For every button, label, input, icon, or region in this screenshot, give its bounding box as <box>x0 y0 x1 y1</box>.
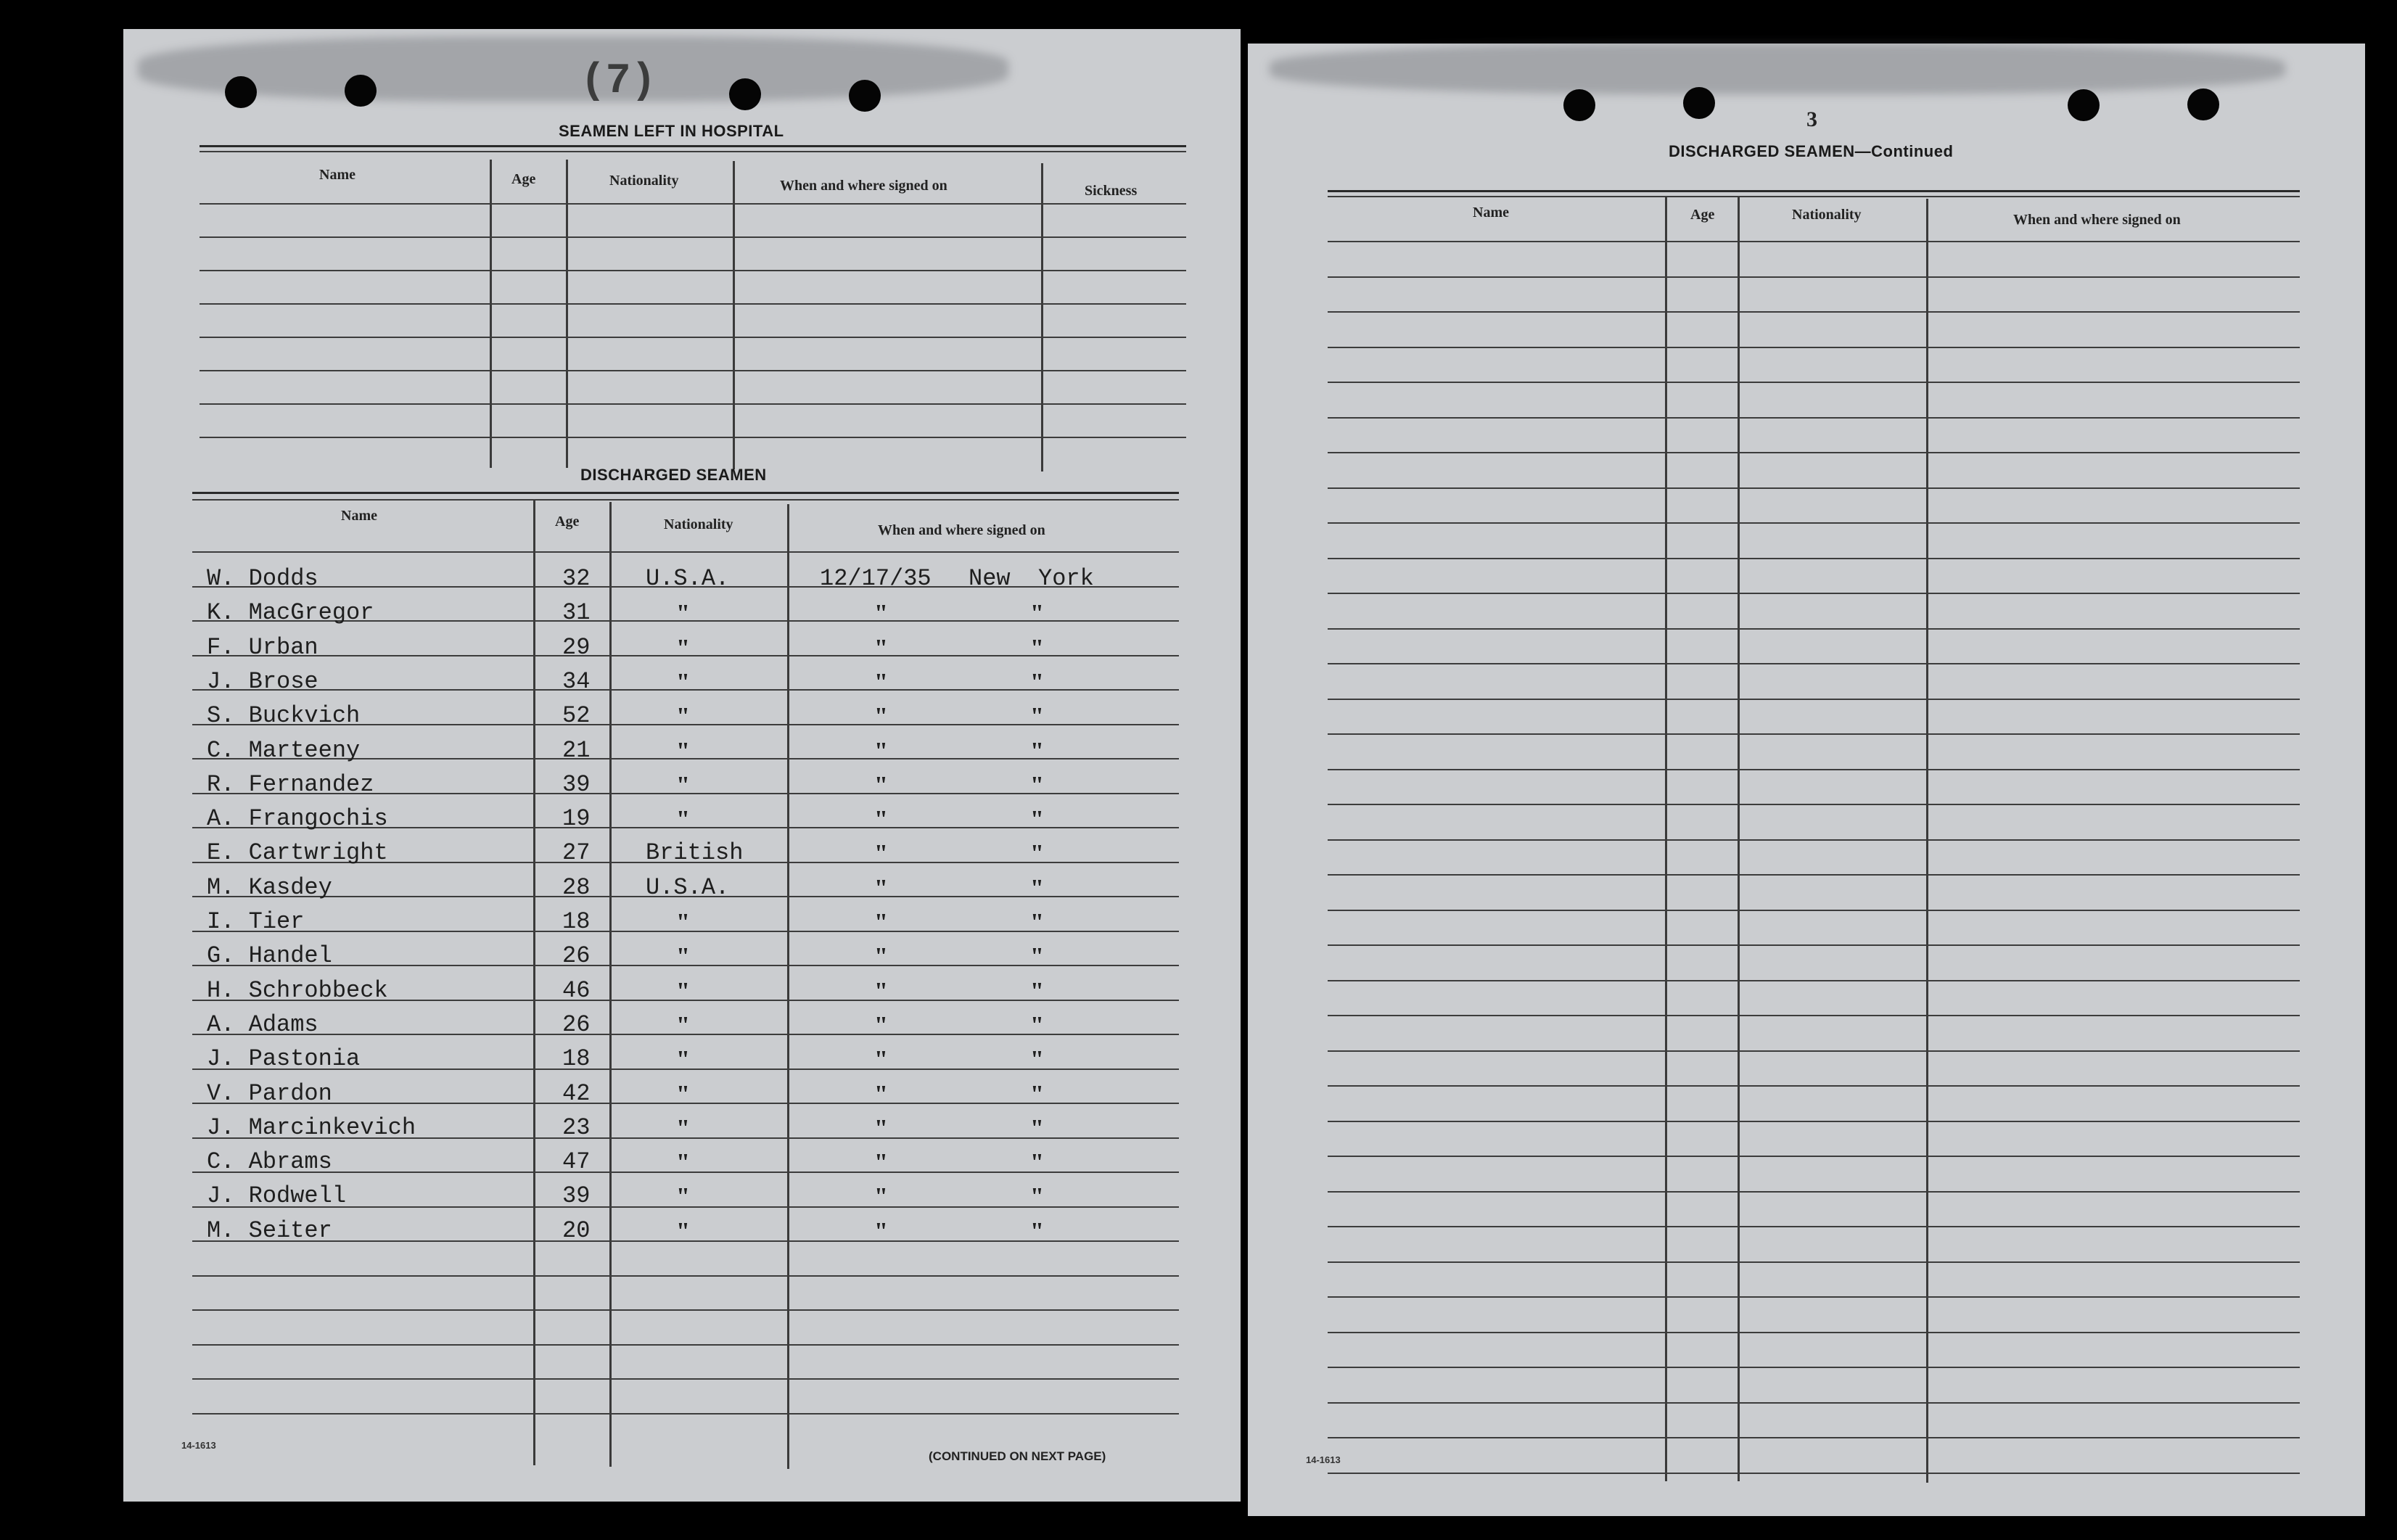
ruled-line <box>192 1275 1179 1277</box>
signed-on-place: " <box>1030 943 1044 971</box>
ruled-line <box>1328 980 2300 981</box>
signed-on-place: " <box>1030 1183 1044 1211</box>
punch-hole <box>1683 87 1715 119</box>
punch-hole <box>729 78 761 110</box>
signed-on-place: " <box>1030 806 1044 833</box>
right-page <box>1248 44 2365 1516</box>
signed-on-place: " <box>1030 1149 1044 1177</box>
seaman-nationality: " <box>676 668 690 696</box>
seaman-name: V. Pardon <box>207 1079 332 1107</box>
hospital-table-title: SEAMEN LEFT IN HOSPITAL <box>559 122 784 140</box>
continued-header-name: Name <box>1473 205 1509 221</box>
ruled-line <box>1328 1332 2300 1333</box>
seaman-nationality: " <box>676 1046 690 1074</box>
signed-on-date: " <box>874 1149 888 1177</box>
hospital-header-age: Age <box>511 171 536 187</box>
ruled-line <box>1328 1191 2300 1193</box>
column-divider <box>1926 199 1928 1483</box>
signed-on-place: " <box>1030 668 1044 696</box>
signed-on-date: " <box>874 806 888 833</box>
signed-on-date: " <box>874 1217 888 1245</box>
seaman-age: 46 <box>562 976 591 1004</box>
page-number: 3 <box>1806 107 1817 131</box>
seaman-nationality: " <box>676 737 690 765</box>
left-page <box>123 29 1241 1502</box>
punch-hole <box>1563 89 1595 121</box>
signed-on-date: " <box>874 909 888 936</box>
rule <box>200 151 1186 152</box>
column-divider <box>787 504 789 1469</box>
form-number: 14-1613 <box>181 1440 216 1451</box>
ruled-line <box>1328 1050 2300 1052</box>
signed-on-date: 12/17/35 <box>820 565 932 592</box>
ruled-line <box>1328 347 2300 348</box>
ruled-line <box>1328 487 2300 489</box>
form-number: 14-1613 <box>1306 1454 1341 1465</box>
ruled-line <box>1328 733 2300 735</box>
signed-on-date: " <box>874 771 888 799</box>
ruled-line <box>1328 1085 2300 1087</box>
ruled-line <box>1328 769 2300 770</box>
ruled-line <box>200 403 1186 405</box>
seaman-nationality: " <box>676 600 690 627</box>
signed-on-date: " <box>874 1114 888 1142</box>
column-divider <box>733 161 735 469</box>
signed-on-place: " <box>1030 703 1044 730</box>
seaman-age: 42 <box>562 1079 591 1107</box>
ruled-line <box>1328 593 2300 594</box>
continued-header-age: Age <box>1690 207 1715 223</box>
punch-hole <box>849 80 881 112</box>
rule <box>192 492 1179 494</box>
ruled-line <box>200 437 1186 438</box>
ruled-line <box>1328 276 2300 278</box>
seaman-nationality: U.S.A. <box>646 565 730 592</box>
ruled-line <box>192 1309 1179 1311</box>
column-divider <box>566 160 568 468</box>
signed-on-date: " <box>874 668 888 696</box>
discharged-header-nationality: Nationality <box>664 516 733 532</box>
discharged-continued-title: DISCHARGED SEAMEN—Continued <box>1669 142 1954 160</box>
column-divider <box>1041 163 1043 472</box>
seaman-age: 28 <box>562 873 591 901</box>
ruled-line <box>200 370 1186 371</box>
column-divider <box>533 501 535 1465</box>
seaman-name: M. Kasdey <box>207 873 332 901</box>
seaman-age: 19 <box>562 805 591 833</box>
seaman-name: F. Urban <box>207 633 318 661</box>
signed-on-place: " <box>1030 634 1044 662</box>
signed-on-place: " <box>1030 1114 1044 1142</box>
seaman-name: C. Abrams <box>207 1148 332 1176</box>
scan-smudge <box>1270 44 2285 94</box>
ruled-line <box>1328 382 2300 383</box>
ruled-line <box>1328 1402 2300 1404</box>
ruled-line <box>200 337 1186 338</box>
seaman-nationality: " <box>676 634 690 662</box>
ruled-line <box>1328 417 2300 419</box>
ruled-line <box>1328 874 2300 876</box>
seaman-name: J. Pastonia <box>207 1045 361 1073</box>
seaman-nationality: British <box>646 839 744 867</box>
hospital-header-sickness: Sickness <box>1085 183 1138 199</box>
ruled-line <box>1328 241 2300 242</box>
seaman-nationality: " <box>676 1114 690 1142</box>
seaman-age: 27 <box>562 839 591 867</box>
seaman-age: 34 <box>562 667 591 695</box>
rule <box>192 499 1179 501</box>
punch-hole <box>2187 88 2219 120</box>
signed-on-place: " <box>1030 1046 1044 1074</box>
ruled-line <box>200 270 1186 271</box>
seaman-age: 26 <box>562 942 591 970</box>
seaman-age: 21 <box>562 736 591 764</box>
continued-footer: (CONTINUED ON NEXT PAGE) <box>929 1449 1106 1463</box>
seaman-age: 23 <box>562 1113 591 1141</box>
seaman-age: 47 <box>562 1148 591 1176</box>
seaman-age: 31 <box>562 599 591 627</box>
signed-on-date: " <box>874 1080 888 1108</box>
signed-on-place: " <box>1030 909 1044 936</box>
seaman-age: 20 <box>562 1216 591 1244</box>
seaman-nationality: " <box>676 977 690 1005</box>
file-stamp: (7) <box>580 58 657 105</box>
ruled-line <box>1328 558 2300 559</box>
ruled-line <box>1328 628 2300 630</box>
ruled-line <box>1328 699 2300 700</box>
signed-on-place: " <box>1030 977 1044 1005</box>
column-divider <box>490 160 492 468</box>
seaman-age: 39 <box>562 770 591 798</box>
hospital-header-when-where: When and where signed on <box>780 178 947 194</box>
ruled-line <box>200 203 1186 205</box>
seaman-name: M. Seiter <box>207 1216 332 1244</box>
signed-on-date: " <box>874 600 888 627</box>
ruled-line <box>1328 522 2300 524</box>
signed-on-date: " <box>874 943 888 971</box>
seaman-name: J. Brose <box>207 667 318 695</box>
continued-header-when-where: When and where signed on <box>2013 212 2181 228</box>
seaman-name: G. Handel <box>207 942 332 970</box>
ruled-line <box>192 1344 1179 1346</box>
seaman-nationality: " <box>676 1149 690 1177</box>
seaman-age: 32 <box>562 565 591 592</box>
signed-on-place: " <box>1030 1217 1044 1245</box>
seaman-age: 39 <box>562 1182 591 1210</box>
discharged-header-name: Name <box>341 508 377 524</box>
seaman-age: 52 <box>562 702 591 730</box>
seaman-nationality: " <box>676 943 690 971</box>
seaman-nationality: " <box>676 1011 690 1039</box>
rule <box>200 145 1186 147</box>
rule <box>1328 190 2300 192</box>
ruled-line <box>1328 804 2300 805</box>
seaman-name: E. Cartwright <box>207 839 388 867</box>
signed-on-date: " <box>874 977 888 1005</box>
seaman-name: J. Marcinkevich <box>207 1113 416 1141</box>
signed-on-place: " <box>1030 600 1044 627</box>
ruled-line <box>1328 1473 2300 1474</box>
signed-on-date: " <box>874 1046 888 1074</box>
ruled-line <box>1328 1121 2300 1122</box>
ruled-line <box>1328 452 2300 453</box>
seaman-nationality: " <box>676 1183 690 1211</box>
ruled-line <box>192 551 1179 553</box>
hospital-header-name: Name <box>319 167 355 183</box>
discharged-header-when-where: When and where signed on <box>878 522 1045 538</box>
seaman-name: A. Adams <box>207 1010 318 1038</box>
punch-hole <box>2068 89 2100 121</box>
signed-on-place: " <box>1030 1080 1044 1108</box>
seaman-nationality: " <box>676 806 690 833</box>
seaman-nationality: " <box>676 909 690 936</box>
ruled-line <box>1328 1367 2300 1368</box>
ruled-line <box>1328 1156 2300 1157</box>
seaman-name: R. Fernandez <box>207 770 374 798</box>
ruled-line <box>1328 910 2300 911</box>
discharged-header-age: Age <box>555 514 580 530</box>
signed-on-date: " <box>874 703 888 730</box>
seaman-nationality: " <box>676 771 690 799</box>
ruled-line <box>1328 1261 2300 1263</box>
signed-on-date: " <box>874 1011 888 1039</box>
signed-on-date: " <box>874 874 888 902</box>
ruled-line <box>1328 944 2300 946</box>
seaman-nationality: U.S.A. <box>646 873 730 901</box>
signed-on-place: " <box>1030 840 1044 868</box>
signed-on-date: " <box>874 840 888 868</box>
ruled-line <box>192 1413 1179 1415</box>
seaman-name: S. Buckvich <box>207 702 361 730</box>
ruled-line <box>1328 839 2300 841</box>
ruled-line <box>1328 1015 2300 1016</box>
seaman-age: 26 <box>562 1010 591 1038</box>
punch-hole <box>225 76 257 108</box>
ruled-line <box>1328 1296 2300 1298</box>
ruled-line <box>1328 1226 2300 1227</box>
signed-on-place: " <box>1030 874 1044 902</box>
ruled-line <box>200 236 1186 238</box>
column-divider <box>609 502 612 1467</box>
signed-on-place: New York <box>969 565 1094 592</box>
seaman-age: 18 <box>562 908 591 935</box>
ruled-line <box>1328 663 2300 664</box>
hospital-header-nationality: Nationality <box>609 173 679 189</box>
signed-on-place: " <box>1030 1011 1044 1039</box>
continued-header-nationality: Nationality <box>1792 207 1862 223</box>
signed-on-date: " <box>874 1183 888 1211</box>
rule <box>1328 196 2300 197</box>
discharged-table-title: DISCHARGED SEAMEN <box>580 466 767 484</box>
seaman-name: I. Tier <box>207 908 305 935</box>
seaman-age: 29 <box>562 633 591 661</box>
seaman-age: 18 <box>562 1045 591 1073</box>
signed-on-place: " <box>1030 737 1044 765</box>
punch-hole <box>345 75 377 107</box>
signed-on-date: " <box>874 634 888 662</box>
ruled-line <box>200 303 1186 305</box>
seaman-name: A. Frangochis <box>207 805 388 833</box>
seaman-nationality: " <box>676 1217 690 1245</box>
ruled-line <box>1328 311 2300 313</box>
seaman-name: H. Schrobbeck <box>207 976 388 1004</box>
seaman-name: C. Marteeny <box>207 736 361 764</box>
signed-on-date: " <box>874 737 888 765</box>
seaman-nationality: " <box>676 1080 690 1108</box>
signed-on-place: " <box>1030 771 1044 799</box>
seaman-name: J. Rodwell <box>207 1182 347 1210</box>
seaman-name: W. Dodds <box>207 565 318 592</box>
seaman-name: K. MacGregor <box>207 599 374 627</box>
ruled-line <box>1328 1437 2300 1438</box>
ruled-line <box>192 1378 1179 1380</box>
seaman-nationality: " <box>676 703 690 730</box>
